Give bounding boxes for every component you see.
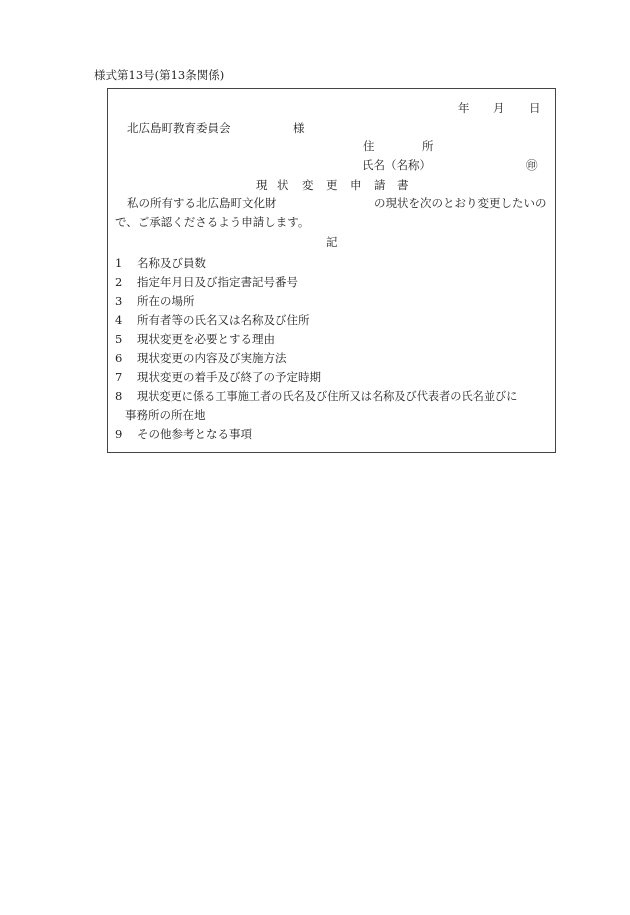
title-char: 更 xyxy=(326,178,338,192)
title-char: 申 xyxy=(350,178,362,192)
item-text: 現状変更の内容及び実施方法 xyxy=(137,351,287,365)
addressee-name: 北広島町教育委員会 xyxy=(127,121,231,135)
item-number: 6 xyxy=(115,351,123,365)
title-char: 変 xyxy=(302,178,314,192)
title-char: 請 xyxy=(374,178,386,192)
address-label-part1: 住 xyxy=(363,139,375,153)
form-label: 様式第13号(第13条関係) xyxy=(94,68,225,82)
date-month-label: 月 xyxy=(493,101,505,115)
ki-heading: 記 xyxy=(326,235,338,249)
item-number: 1 xyxy=(115,256,123,270)
item-text-continuation: 事務所の所在地 xyxy=(125,408,206,422)
body-text-line2: で、ご承認くださるよう申請します。 xyxy=(115,215,310,229)
item-text: 指定年月日及び指定書記号番号 xyxy=(137,275,298,289)
name-label: 氏名（名称） xyxy=(362,158,431,172)
item-number: 3 xyxy=(115,294,123,308)
item-number: 9 xyxy=(115,427,123,441)
addressee-honorific: 様 xyxy=(293,121,305,135)
item-text: 名称及び員数 xyxy=(137,256,206,270)
item-text: 現状変更に係る工事施工者の氏名及び住所又は名称及び代表者の氏名並びに xyxy=(137,390,518,403)
date-day-label: 日 xyxy=(529,101,541,115)
date-year-label: 年 xyxy=(458,101,470,115)
body-text-part2: の現状を次のとおり変更したいの xyxy=(374,196,547,210)
item-number: 5 xyxy=(115,332,123,346)
item-text: 所有者等の氏名又は名称及び住所 xyxy=(137,313,310,327)
address-label-part2: 所 xyxy=(422,139,434,153)
item-text: 現状変更の着手及び終了の予定時期 xyxy=(137,370,321,384)
title-char: 書 xyxy=(397,178,409,192)
seal-mark: ㊞ xyxy=(526,158,538,172)
item-number: 2 xyxy=(115,275,123,289)
item-text: 所在の場所 xyxy=(137,294,195,308)
item-text: 現状変更を必要とする理由 xyxy=(137,332,275,346)
title-char: 現 xyxy=(256,178,268,192)
document-title xyxy=(256,180,268,192)
item-number: 7 xyxy=(115,370,123,384)
title-char: 状 xyxy=(277,178,289,192)
item-number: 4 xyxy=(115,313,123,327)
item-text: その他参考となる事項 xyxy=(137,427,252,441)
item-number: 8 xyxy=(115,389,123,403)
body-text-part1: 私の所有する北広島町文化財 xyxy=(127,196,277,210)
